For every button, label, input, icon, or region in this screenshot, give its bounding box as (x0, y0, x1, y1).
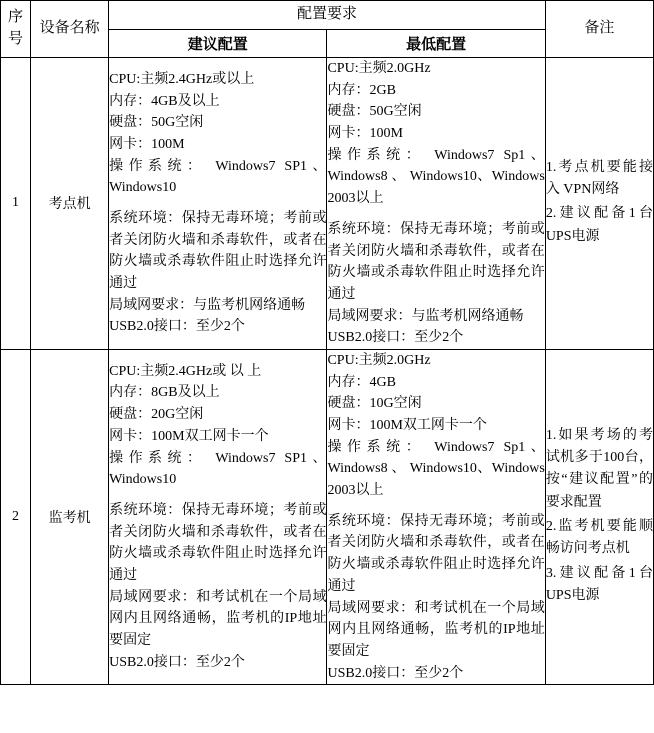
config-line: 系统环境：保持无毒环境；考前或者关闭防火墙和杀毒软件，或者在防火墙或杀毒软件阻止时选择允许通过 (109, 210, 327, 292)
config-line: 网卡：100M双工网卡一个 (109, 428, 269, 444)
header-device: 设备名称 (31, 1, 109, 58)
config-line: USB2.0接口：至少2个 (109, 319, 245, 335)
row-remark (545, 349, 653, 684)
config-line: 网卡：100M (109, 136, 185, 152)
table-row (1, 349, 654, 684)
config-line: USB2.0接口：至少2个 (327, 330, 464, 346)
config-line: 内存：4GB (327, 374, 396, 390)
table-body (1, 58, 654, 685)
config-line: 局域网要求：和考试机在一个局域网内且网络通畅，监考机的IP地址要固定 (327, 600, 545, 659)
remark-item: 2.监考机要能顺畅访问考点机 (545, 519, 653, 557)
config-line: 硬盘：50G空闲 (327, 104, 422, 120)
config-line: 操作系统： Windows7 SP1、Windows10 (109, 158, 327, 196)
header-recommended: 建议配置 (109, 29, 327, 57)
header-row-top (1, 1, 654, 30)
config-line: CPU:主频2.0GHz (327, 352, 431, 368)
config-line: 操作系统： Windows7 SP1、Windows10 (109, 450, 327, 488)
remark-item: 1.如果考场的考试机多于100台，按“建议配置”的要求配置 (545, 427, 653, 510)
row-device: 监考机 (31, 349, 109, 684)
row-no: 1 (1, 58, 31, 350)
config-line: 局域网要求：与监考机网络通畅 (109, 297, 306, 313)
config-line: 内存：2GB (327, 82, 396, 98)
remark-item: 3.建议配备1台UPS电源 (545, 565, 653, 604)
config-line: 局域网要求：与监考机网络通畅 (327, 308, 524, 324)
config-line: CPU:主频2.4GHz或以上 (109, 71, 255, 87)
row-device: 考点机 (31, 58, 109, 350)
config-line: 硬盘：50G空闲 (109, 115, 204, 131)
row-minimum-config (327, 58, 545, 350)
header-minimum: 最低配置 (327, 29, 545, 57)
config-line: CPU:主频2.0GHz (327, 61, 431, 76)
spacer (109, 199, 326, 208)
row-recommended-config (109, 349, 327, 684)
table-header (1, 1, 654, 58)
header-no: 序号 (1, 1, 31, 58)
config-line: 操作系统： Windows7 Sp1、Windows8 、 Windows10、Windows 2003以上 (327, 439, 545, 499)
row-minimum-config (327, 349, 545, 684)
row-remark (545, 58, 653, 350)
config-line: 硬盘：20G空闲 (109, 407, 204, 423)
spacer (327, 210, 544, 219)
config-line: 内存：8GB及以上 (109, 385, 220, 401)
spacer (327, 502, 544, 511)
header-config-group: 配置要求 (109, 1, 546, 30)
config-line: 系统环境：保持无毒环境；考前或者关闭防火墙和杀毒软件，或者在防火墙或杀毒软件阻止时选择允许通过 (327, 513, 545, 594)
config-line: 操作系统： Windows7 Sp1、Windows8 、 Windows10、Windows 2003以上 (327, 147, 545, 207)
row-recommended-config (109, 58, 327, 350)
config-line: 系统环境：保持无毒环境；考前或者关闭防火墙和杀毒软件，或者在防火墙或杀毒软件阻止时选择允许通过 (109, 502, 327, 583)
config-line: 硬盘：10G空闲 (327, 396, 422, 412)
spacer (109, 491, 326, 500)
table-row (1, 58, 654, 350)
config-line: USB2.0接口：至少2个 (327, 665, 464, 681)
row-no: 2 (1, 349, 31, 684)
config-line: 系统环境：保持无毒环境；考前或者关闭防火墙和杀毒软件，或者在防火墙或杀毒软件阻止时选择允许通过 (327, 221, 545, 302)
config-line: 网卡：100M双工网卡一个 (327, 418, 487, 433)
header-remark: 备注 (545, 1, 653, 58)
config-line: 内存：4GB及以上 (109, 93, 220, 109)
remark-item: 2.建议配备1台UPS电源 (545, 206, 653, 244)
remark-item: 1.考点机要能接 入 VPN网络 (545, 159, 653, 198)
config-line: CPU:主频2.4GHz或 以 上 (109, 363, 262, 379)
config-line: USB2.0接口：至少2个 (109, 654, 245, 670)
config-line: 网卡：100M (327, 126, 403, 142)
config-line: 局域网要求：和考试机在一个局域网内且网络通畅，监考机的IP地址要固定 (109, 589, 327, 649)
